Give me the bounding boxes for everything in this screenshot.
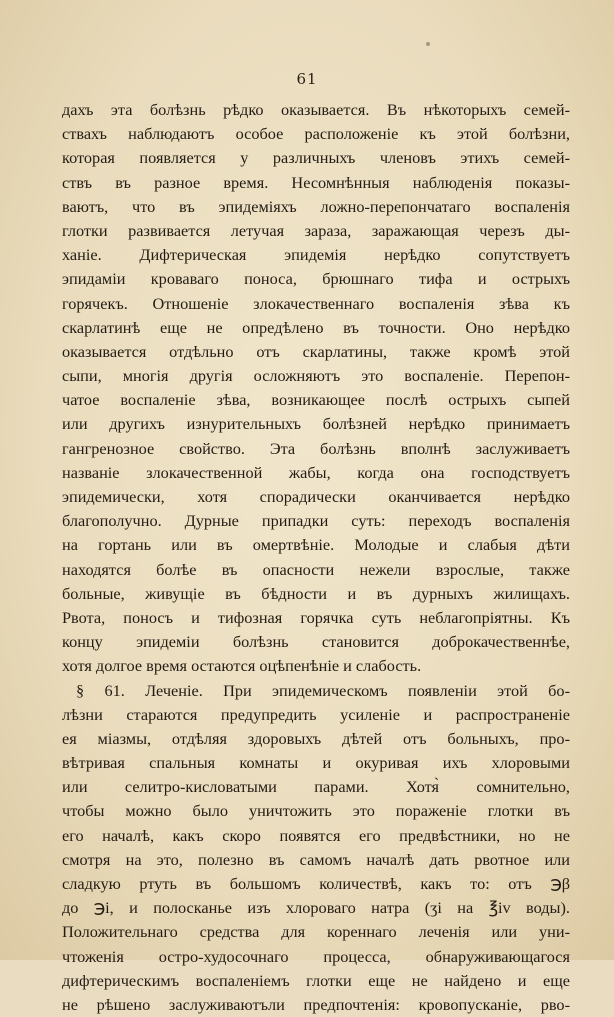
text-line: скарлатинѣ еще не опредѣлено въ точности. Оно нерѣдко (62, 317, 570, 337)
text-line: лѣзни стараются предупредить усиленіе и распространеніе (62, 704, 570, 724)
text-line: ея міазмы, отдѣляя здоровыхъ дѣтей отъ больныхъ, про- (62, 728, 570, 748)
text-line: Положительнаго средства для кореннаго леченія или уни- (62, 922, 570, 942)
text-line: его началѣ, какъ скоро появятся его предвѣстники, но не (62, 825, 570, 845)
text-line: вѣтривая спальныя комнаты и окуривая ихъ хлоровыми (62, 753, 570, 773)
text-line: больные, живущіе въ бѣдности и въ дурныхъ жилищахъ. (62, 583, 570, 603)
text-line: ствъ въ разное время. Несомнѣнныя наблюденія показы- (62, 172, 570, 192)
text-line: чатое воспаленіе зѣва, возникающее послѣ острыхъ сыпей (62, 390, 570, 410)
text-line: глотки развивается летучая зараза, заражающая черезъ ды- (62, 220, 570, 240)
text-line: горячекъ. Отношеніе злокачественнаго воспаленія зѣва къ (62, 293, 570, 313)
text-line: или другихъ изнурительныхъ болѣзней нерѣдко принимаетъ (62, 414, 570, 434)
text-line: Рвота, поносъ и тифозная горячка суть неблагопріятны. Къ (62, 607, 570, 627)
text-line: хотя долгое время остаются оцѣпенѣніе и слабость. (62, 656, 422, 676)
page-number: 61 (296, 70, 318, 88)
text-line: не рѣшено заслуживаютъли предпочтенія: кровопусканіе, рво- (62, 994, 570, 1014)
text-line: ствахъ наблюдаютъ особое расположеніе къ этой болѣзни, (62, 124, 570, 144)
text-line: на гортань или въ омертвѣніе. Молодые и слабыя дѣти (62, 535, 570, 555)
text-line: названіе злокачественной жабы, когда она господствуетъ (62, 462, 570, 482)
text-line: находятся болѣе въ опасности нежели взрослые, также (62, 559, 570, 579)
text-line: гангренозное свойство. Эта болѣзнь вполнѣ заслуживаетъ (62, 438, 570, 458)
text-line: ханіе. Дифтерическая эпидемія нерѣдко сопутствуетъ (62, 245, 570, 265)
text-line: смотря на это, полезно въ самомъ началѣ дать рвотное или (62, 849, 570, 869)
text-line: эпидаміи кроваваго поноса, брюшнаго тифа и острыхъ (62, 269, 570, 289)
text-line: сыпи, многія другія осложняютъ это воспаленіе. Перепон- (62, 366, 570, 386)
text-line: чтобы можно было уничтожить это пораженіе глотки въ (62, 801, 570, 821)
text-line: которая появляется у различныхъ членовъ этихъ семей- (62, 148, 570, 168)
text-line: чтоженія остро-худосочнаго процесса, обнаруживающагося (62, 946, 570, 966)
text-line: благополучно. Дурные припадки суть: переходъ воспаленія (62, 511, 570, 531)
section-heading-line: § 61. Леченіе. При эпидемическомъ появленіи этой бо- (76, 680, 570, 700)
text-line: дахъ эта болѣзнь рѣдко оказывается. Въ нѣкоторыхъ семей- (62, 100, 570, 119)
text-line: сладкую ртуть въ большомъ количествѣ, какъ то: отъ ℈β (62, 874, 570, 893)
text-line: оказывается отдѣльно отъ скарлатины, также кромѣ этой (62, 341, 570, 361)
ink-speck (426, 42, 430, 46)
text-line: или селитро-кисловатыми парами. Хотя̀ сомнительно, (62, 777, 570, 797)
text-line: концу эпидеміи болѣзнь становится доброкачественнѣе, (62, 632, 570, 652)
text-line: до ℈i, и полосканье изъ хлороваго натра (ʒi на ℥iv воды). (62, 898, 570, 918)
body-text (62, 98, 570, 1017)
text-line: эпидемически, хотя спорадически оканчивается нерѣдко (62, 487, 570, 506)
text-line: ваютъ, что въ эпидеміяхъ ложно-перепончатаго воспаленія (62, 196, 570, 216)
text-line: дифтерическимъ воспаленіемъ глотки еще не найдено и еще (62, 970, 570, 990)
